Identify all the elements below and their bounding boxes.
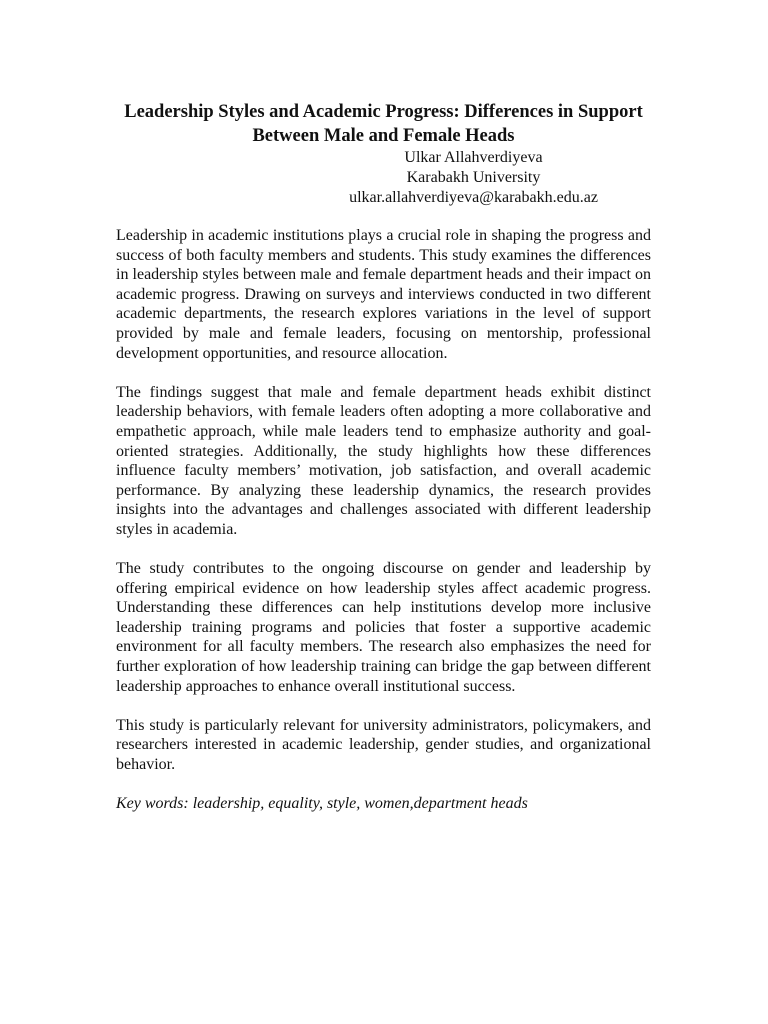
paper-page (116, 100, 651, 814)
abstract-paragraph-3: The study contributes to the ongoing discourse on gender and leadership by offering empirical evidence on how leadership styles affect academic progress. Understanding these differences can help institutions develop more inclusive leadership training programs and policies that foster a supportive academic environment for all faculty members. The research also emphasizes the need for further exploration of how leadership training can bridge the gap between different leadership approaches to enhance overall institutional success. (116, 560, 651, 695)
keywords-line: Key words: leadership, equality, style, women,department heads (116, 795, 528, 813)
paper-title: Leadership Styles and Academic Progress: Differences in Support Between Male and Female Heads (124, 102, 643, 146)
author-affiliation: Karabakh University (406, 169, 541, 186)
author-block (296, 148, 651, 208)
abstract-paragraph-1: Leadership in academic institutions plays a crucial role in shaping the progress and success of both faculty members and students. This study examines the differences in leadership styles between male and female department heads and their impact on academic progress. Drawing on surveys and interviews conducted in two different academic departments, the research explores variations in the level of support provided by male and female leaders, focusing on mentorship, professional development opportunities, and resource allocation. (116, 227, 651, 362)
abstract-paragraph-2: The findings suggest that male and female department heads exhibit distinct leadership behaviors, with female leaders often adopting a more collaborative and empathetic approach, while male leaders tend to emphasize authority and goal-oriented strategies. Additionally, the study highlights how these differences influence faculty members’ motivation, job satisfaction, and overall academic performance. By analyzing these leadership dynamics, the research provides insights into the advantages and challenges associated with different leadership styles in academia. (116, 383, 651, 538)
author-email: ulkar.allahverdiyeva@karabakh.edu.az (349, 189, 598, 206)
author-name: Ulkar Allahverdiyeva (404, 149, 543, 166)
abstract-paragraph-4: This study is particularly relevant for university administrators, policymakers, and researchers interested in academic leadership, gender studies, and organizational behavior. (116, 716, 651, 774)
